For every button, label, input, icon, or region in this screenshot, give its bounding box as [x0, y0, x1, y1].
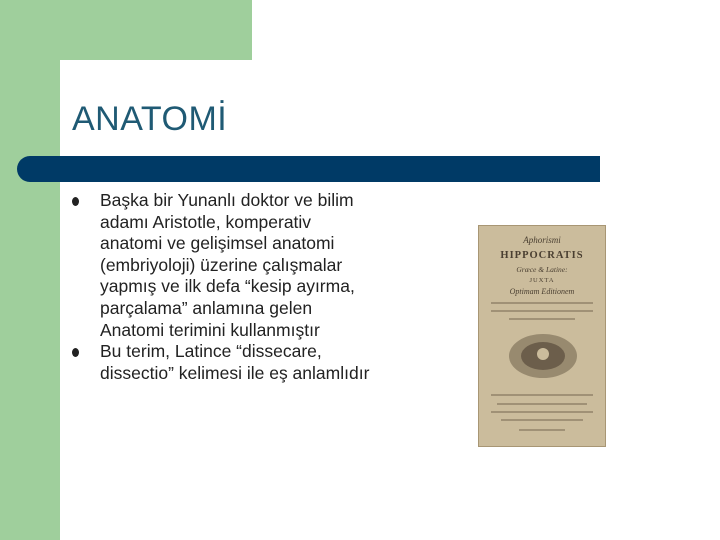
- bullet-text: Bu terim, Latince “dissecare, dissectio” kelimesi ile eş anlamlıdır: [100, 341, 370, 383]
- slide-title: ANATOMİ: [72, 100, 228, 138]
- book-line-5: Optimam Editionem: [509, 287, 575, 296]
- book-emblem-icon: [503, 330, 583, 382]
- book-text-line: [491, 394, 593, 396]
- left-green-band: [0, 0, 60, 540]
- bullet-list: [72, 190, 372, 384]
- bullet-item: [72, 341, 372, 384]
- bullet-dot-icon: [72, 197, 79, 206]
- book-line-1: Aphorismi: [523, 235, 561, 245]
- book-text-line: [491, 310, 593, 312]
- top-green-band: [60, 0, 252, 60]
- bullet-item: [72, 190, 372, 341]
- hippocrates-book-cover-image: [478, 225, 606, 447]
- bullet-text: Başka bir Yunanlı doktor ve bilim adamı Aristotle, komperativ anatomi ve gelişimsel anatomi (embriyoloji) üzerine çalışmalar yapmış ve ilk defa “kesip ayırma, parçalama” anlamına gelen Anatomi terimini kullanmıştır: [100, 190, 355, 340]
- book-text-line: [501, 419, 583, 421]
- book-line-3: Græce & Latine:: [516, 265, 568, 274]
- title-underline-bar: [17, 156, 600, 182]
- book-text-line: [509, 318, 575, 320]
- book-text-line: [497, 403, 587, 405]
- book-text-line: [491, 302, 593, 304]
- book-text-line: [491, 411, 593, 413]
- book-line-2: HIPPOCRATIS: [500, 250, 584, 261]
- book-text-line: [519, 429, 565, 431]
- bullet-dot-icon: [72, 348, 79, 357]
- book-line-4: JUXTA: [529, 277, 555, 284]
